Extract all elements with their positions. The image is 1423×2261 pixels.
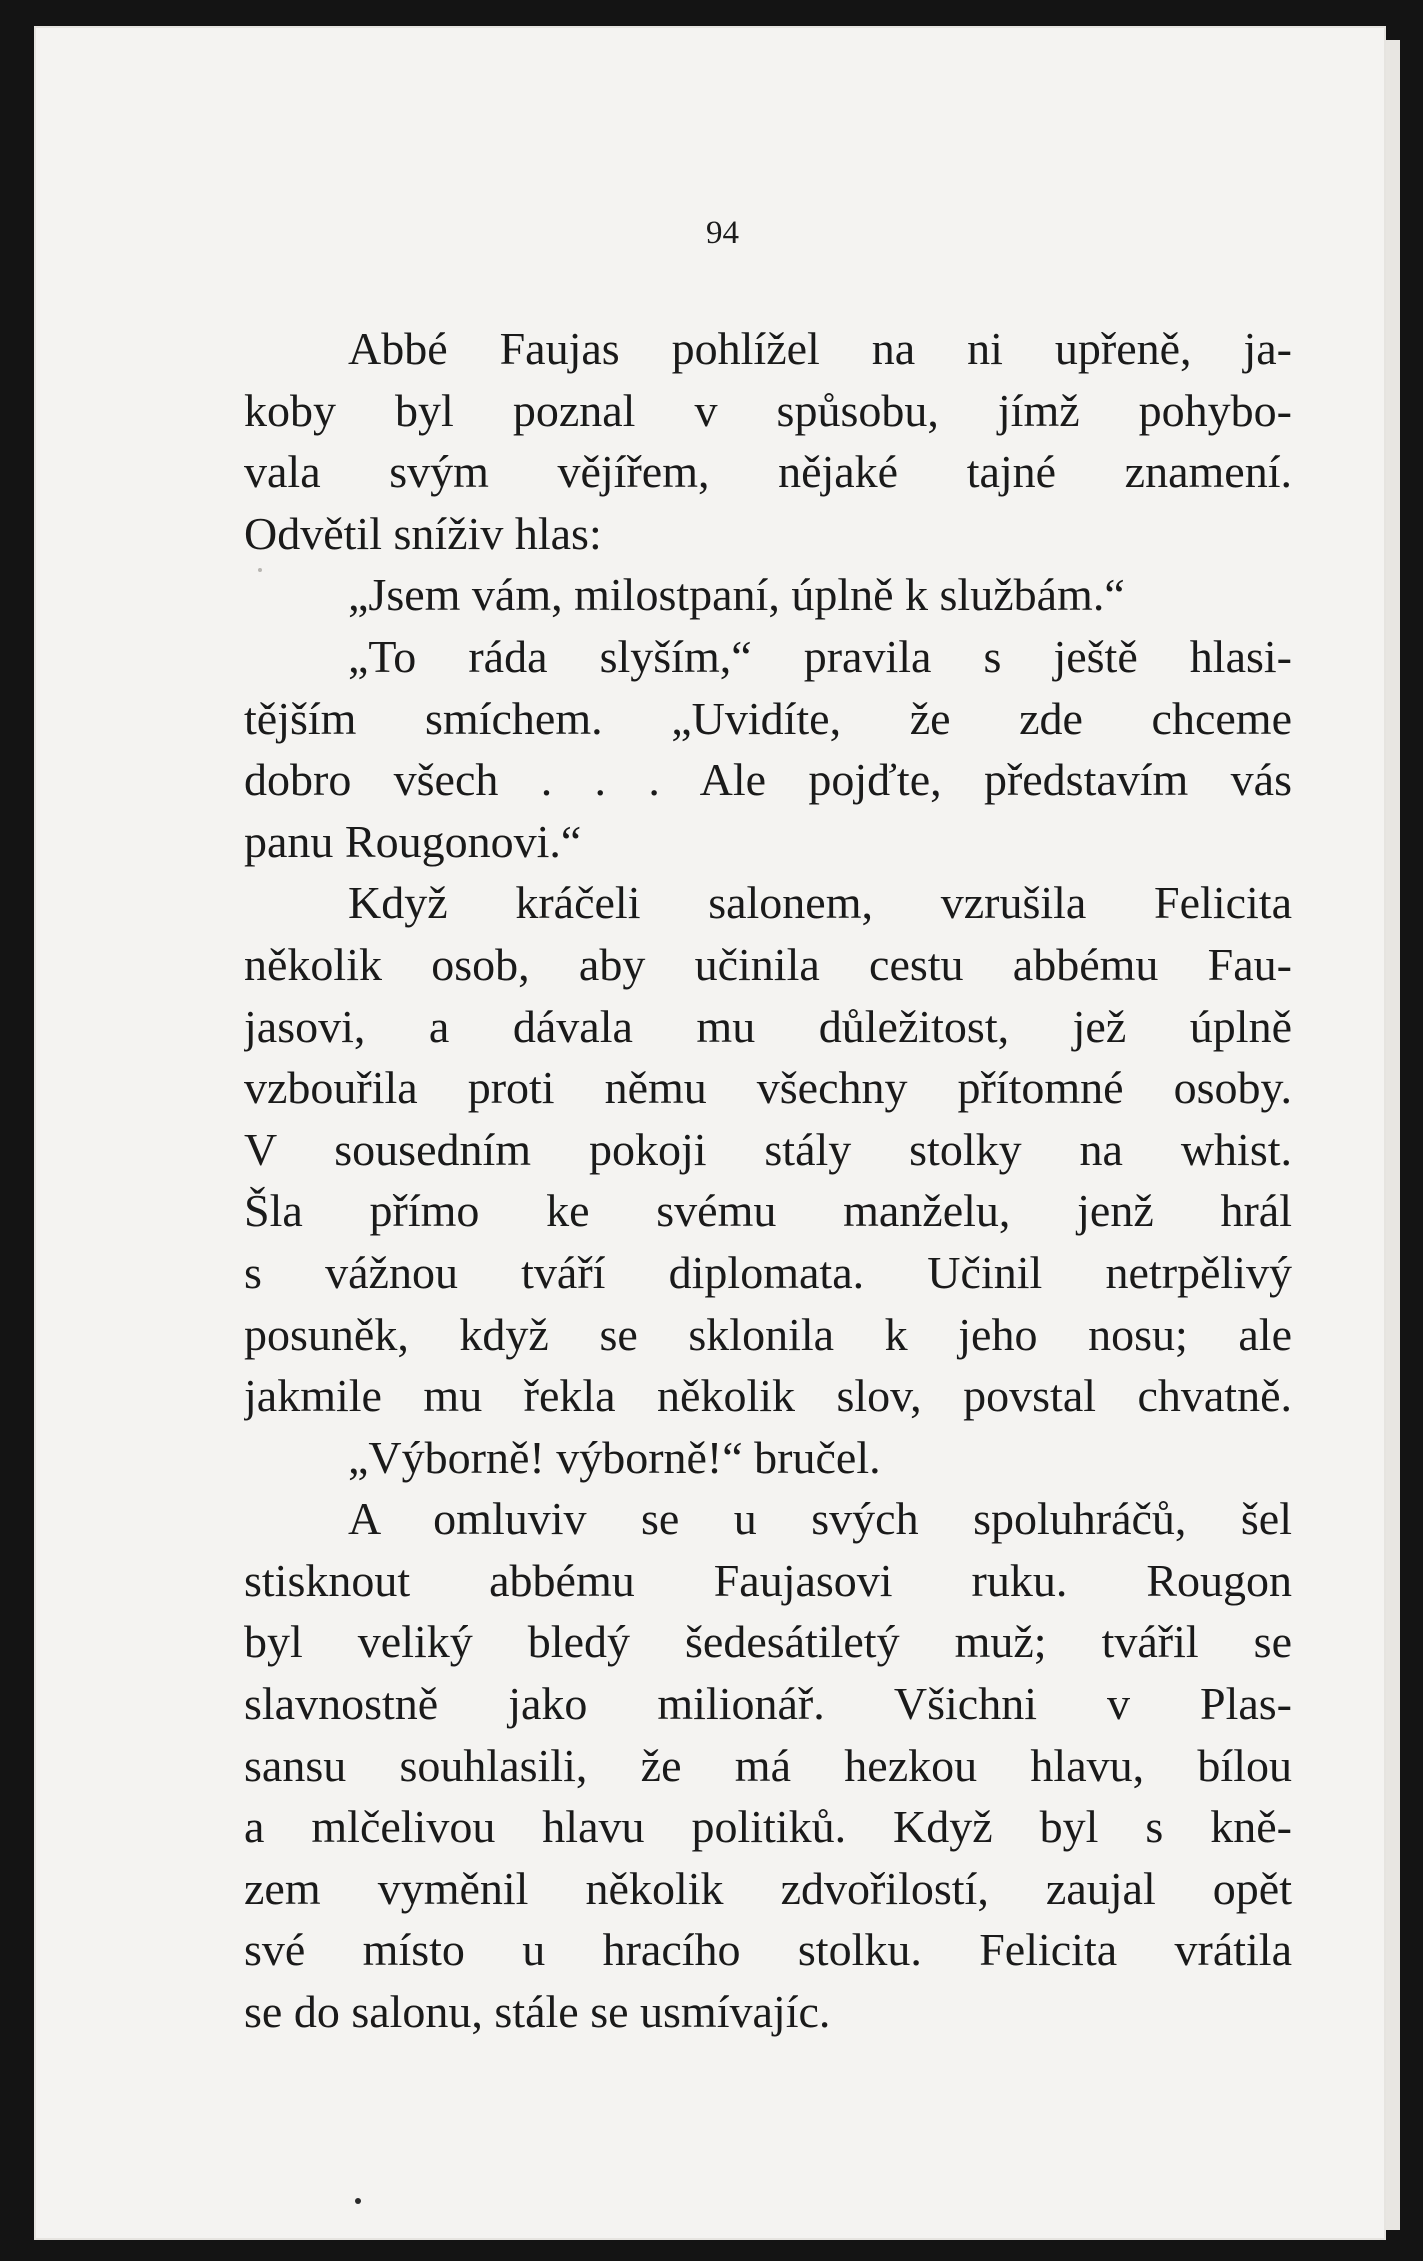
text-line: V sousedním pokoji stály stolky na whist. bbox=[244, 1123, 1292, 1175]
text-line: a mlčelivou hlavu politiků. Když byl s kně- bbox=[244, 1801, 1292, 1853]
text-line: jakmile mu řekla několik slov, povstal chvatně. bbox=[244, 1370, 1292, 1422]
text-line: vzbouřila proti němu všechny přítomné osoby. bbox=[244, 1062, 1292, 1114]
text-line: panu Rougonovi.“ bbox=[244, 815, 582, 867]
page-number: 94 bbox=[706, 215, 739, 251]
text-line: Když kráčeli salonem, vzrušila Felicita bbox=[348, 877, 1292, 929]
print-speck bbox=[355, 2198, 361, 2204]
text-line: se do salonu, stále se usmívajíc. bbox=[244, 1986, 831, 2038]
text-line: byl veliký bledý šedesátiletý muž; tvářil se bbox=[244, 1616, 1292, 1668]
text-line: „To ráda slyším,“ pravila s ještě hlasi- bbox=[348, 630, 1292, 682]
text-line: Odvětil sníživ hlas: bbox=[244, 507, 602, 559]
text-line: slavnostně jako milionář. Všichni v Plas- bbox=[244, 1678, 1292, 1730]
text-line: jasovi, a dávala mu důležitost, jež úplně bbox=[244, 1000, 1292, 1052]
print-speck bbox=[258, 568, 262, 572]
text-line: koby byl poznal v spůsobu, jímž pohybo- bbox=[244, 384, 1292, 436]
text-line: své místo u hracího stolku. Felicita vrátila bbox=[244, 1924, 1292, 1976]
page-edge bbox=[1386, 40, 1400, 2230]
body-text bbox=[244, 318, 1292, 2043]
text-line: A omluviv se u svých spoluhráčů, šel bbox=[348, 1493, 1292, 1545]
text-line: „Jsem vám, milostpaní, úplně k službám.“ bbox=[348, 569, 1125, 621]
text-line: posuněk, když se sklonila k jeho nosu; ale bbox=[244, 1308, 1292, 1360]
text-line: Abbé Faujas pohlížel na ni upřeně, ja- bbox=[348, 323, 1292, 374]
text-line: několik osob, aby učinila cestu abbému Fau- bbox=[244, 938, 1292, 990]
text-line: dobro všech . . . Ale pojďte, představím vás bbox=[244, 754, 1292, 806]
text-line: „Výborně! výborně!“ bručel. bbox=[348, 1431, 881, 1483]
text-line: Šla přímo ke svému manželu, jenž hrál bbox=[244, 1185, 1292, 1237]
text-line: s vážnou tváří diplomata. Učinil netrpělivý bbox=[244, 1246, 1292, 1298]
text-line: sansu souhlasili, že má hezkou hlavu, bílou bbox=[244, 1739, 1292, 1791]
text-line: stisknout abbému Faujasovi ruku. Rougon bbox=[244, 1554, 1292, 1606]
text-line: vala svým vějířem, nějaké tajné znamení. bbox=[244, 446, 1292, 498]
text-line: zem vyměnil několik zdvořilostí, zaujal opět bbox=[244, 1862, 1292, 1914]
text-line: tějším smíchem. „Uvidíte, že zde chceme bbox=[244, 692, 1292, 744]
